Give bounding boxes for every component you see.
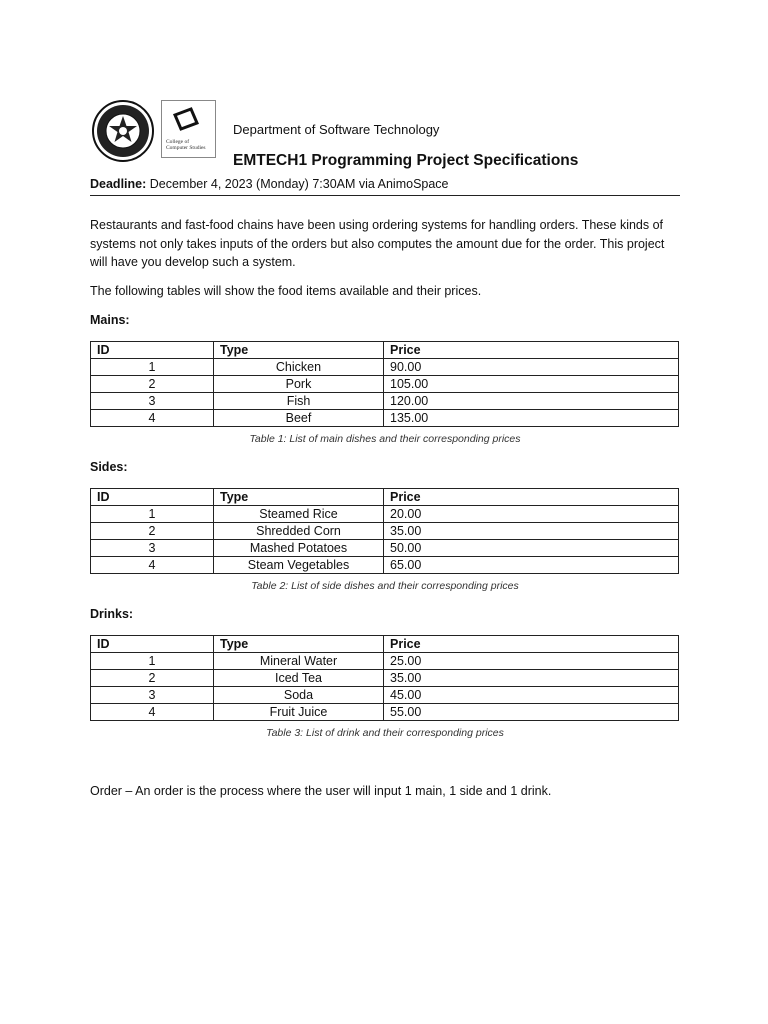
sides-heading: Sides: [90, 460, 128, 474]
cell-id: 4 [91, 557, 214, 574]
cell-id: 2 [91, 376, 214, 393]
column-header-type: Type [214, 489, 384, 506]
cell-type: Steam Vegetables [214, 557, 384, 574]
cell-id: 2 [91, 670, 214, 687]
ccs-logo-text: College of Computer Studies [166, 139, 206, 151]
table-row [91, 506, 679, 523]
intro-paragraph: Restaurants and fast-food chains have been using ordering systems for handling orders. These kinds of systems not only takes inputs of the orders but also computes the amount due for the order. This project will have you develop such a system. [90, 218, 665, 269]
cell-type: Chicken [214, 359, 384, 376]
cell-id: 3 [91, 540, 214, 557]
order-paragraph: Order – An order is the process where the user will input 1 main, 1 side and 1 drink. [90, 784, 552, 798]
cell-type: Fruit Juice [214, 704, 384, 721]
tables-intro: The following tables will show the food items available and their prices. [90, 284, 482, 298]
cell-price: 45.00 [384, 687, 679, 704]
cell-type: Beef [214, 410, 384, 427]
column-header-id: ID [91, 342, 214, 359]
deadline-label: Deadline: [90, 177, 147, 191]
cell-price: 90.00 [384, 359, 679, 376]
cell-id: 1 [91, 506, 214, 523]
drinks-table [90, 635, 679, 721]
cell-id: 3 [91, 687, 214, 704]
cell-price: 55.00 [384, 704, 679, 721]
cell-type: Fish [214, 393, 384, 410]
cell-price: 65.00 [384, 557, 679, 574]
table-header-row [91, 342, 679, 359]
column-header-type: Type [214, 636, 384, 653]
drinks-heading: Drinks: [90, 607, 134, 621]
cell-id: 1 [91, 653, 214, 670]
cell-type: Steamed Rice [214, 506, 384, 523]
cell-type: Soda [214, 687, 384, 704]
mains-table [90, 341, 679, 427]
sides-table-caption: Table 2: List of side dishes and their corresponding prices [251, 580, 519, 592]
sides-table [90, 488, 679, 574]
column-header-price: Price [384, 636, 679, 653]
ccs-logo [161, 100, 216, 158]
column-header-id: ID [91, 636, 214, 653]
ccs-logo-icon [162, 101, 215, 137]
deadline-line [90, 177, 449, 191]
column-header-price: Price [384, 342, 679, 359]
mains-table-caption: Table 1: List of main dishes and their corresponding prices [249, 433, 521, 445]
cell-type: Iced Tea [214, 670, 384, 687]
table-row [91, 670, 679, 687]
header-divider [90, 195, 680, 196]
table-header-row [91, 489, 679, 506]
table-row [91, 410, 679, 427]
cell-price: 105.00 [384, 376, 679, 393]
document-title: EMTECH1 Programming Project Specifications [233, 152, 579, 169]
table-row [91, 557, 679, 574]
cell-type: Mineral Water [214, 653, 384, 670]
table-row [91, 523, 679, 540]
table-header-row [91, 636, 679, 653]
column-header-type: Type [214, 342, 384, 359]
cell-type: Shredded Corn [214, 523, 384, 540]
cell-type: Pork [214, 376, 384, 393]
cell-price: 120.00 [384, 393, 679, 410]
cell-id: 2 [91, 523, 214, 540]
cell-id: 3 [91, 393, 214, 410]
cell-price: 25.00 [384, 653, 679, 670]
drinks-table-caption: Table 3: List of drink and their corresponding prices [266, 727, 504, 739]
cell-price: 35.00 [384, 523, 679, 540]
deadline-value: December 4, 2023 (Monday) 7:30AM via AnimoSpace [146, 177, 449, 191]
table-row [91, 653, 679, 670]
table-row [91, 687, 679, 704]
column-header-id: ID [91, 489, 214, 506]
department-name: Department of Software Technology [233, 122, 440, 137]
dlsu-seal-logo [90, 100, 156, 162]
cell-price: 20.00 [384, 506, 679, 523]
cell-id: 1 [91, 359, 214, 376]
cell-id: 4 [91, 410, 214, 427]
table-row [91, 704, 679, 721]
cell-price: 135.00 [384, 410, 679, 427]
cell-price: 35.00 [384, 670, 679, 687]
table-row [91, 359, 679, 376]
table-row [91, 540, 679, 557]
cell-price: 50.00 [384, 540, 679, 557]
column-header-price: Price [384, 489, 679, 506]
table-row [91, 393, 679, 410]
cell-type: Mashed Potatoes [214, 540, 384, 557]
mains-heading: Mains: [90, 313, 130, 327]
table-row [91, 376, 679, 393]
cell-id: 4 [91, 704, 214, 721]
